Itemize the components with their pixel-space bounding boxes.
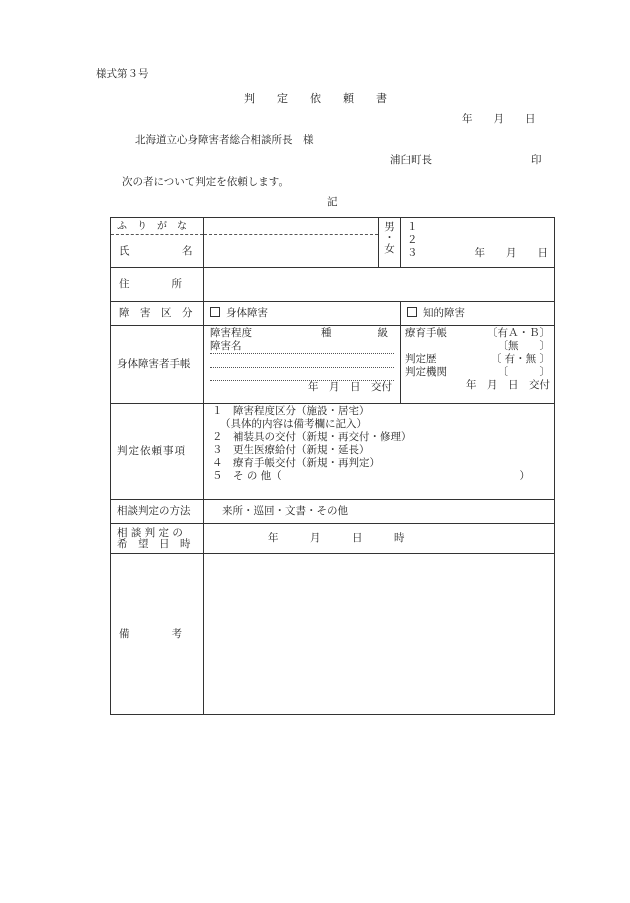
grade-label: 障害程度: [210, 327, 252, 339]
level-label: 級: [377, 327, 388, 339]
birth-date: 年 月 日: [474, 247, 548, 259]
age-option-3[interactable]: ３: [407, 247, 418, 259]
request-item-1[interactable]: １ 障害程度区分（施設・居宅）: [212, 405, 370, 417]
type-label: 種: [321, 327, 332, 339]
address-field[interactable]: [204, 268, 555, 302]
form-number: 様式第３号: [96, 68, 149, 80]
sex-cell[interactable]: [379, 218, 401, 268]
ryoiku-cell[interactable]: [401, 326, 555, 404]
physical-label: 身体障害: [226, 307, 268, 319]
request-items-cell[interactable]: [204, 404, 555, 500]
request-item-3[interactable]: ３ 更生医療給付（新規・延長）: [212, 444, 370, 456]
sender: 浦臼町長: [390, 154, 432, 166]
intellectual-label: 知的障害: [423, 307, 465, 319]
request-item-5-label: ５ そ の 他（: [212, 470, 282, 482]
history-option[interactable]: 〔 有・無 〕: [490, 353, 550, 365]
method-value[interactable]: 来所・巡回・文書・その他: [222, 505, 348, 517]
sex-dot: ・: [384, 232, 395, 244]
disability-name-line[interactable]: [210, 340, 394, 354]
ki-marker: 記: [327, 196, 338, 208]
remarks-label-cell: [111, 554, 204, 715]
blank-line-1[interactable]: [210, 354, 394, 368]
age-option-1[interactable]: １: [407, 221, 418, 233]
name-label-cell: [111, 218, 204, 268]
desired-label-1: 相 談 判 定 の: [117, 526, 183, 539]
remarks-field[interactable]: [204, 554, 555, 715]
name-field[interactable]: [204, 235, 378, 267]
request-item-1-note: （具体的内容は備考欄に記入）: [220, 418, 367, 430]
category-label-cell: [111, 302, 204, 326]
name-label: 氏 名: [119, 245, 193, 257]
request-item-5-close: ）: [519, 470, 530, 482]
handbook-label-cell: [111, 326, 204, 404]
age-cell[interactable]: [401, 218, 555, 268]
request-item-4[interactable]: ４ 療育手帳交付（新規・再判定）: [212, 457, 380, 469]
category-label: 障 害 区 分: [119, 307, 193, 319]
sex-female[interactable]: 女: [384, 243, 395, 255]
address-label: 住 所: [119, 278, 182, 290]
method-label: 相談判定の方法: [117, 505, 191, 517]
disability-name-label: 障害名: [210, 340, 242, 352]
ryoiku-has[interactable]: 〔有Ａ・Ｂ〕: [487, 327, 550, 339]
request-item-2[interactable]: ２ 補装具の交付（新規・再交付・修理）: [212, 431, 412, 443]
physical-option[interactable]: [204, 302, 401, 326]
desired-label-2: 希 望 日 時: [117, 537, 191, 550]
remarks-label: 備 考: [119, 627, 182, 640]
date-line: 年 月 日: [462, 113, 536, 125]
ryoiku-issued: 年 月 日 交付: [466, 379, 550, 391]
physical-handbook-cell[interactable]: [204, 326, 401, 404]
name-field-cell[interactable]: [204, 218, 379, 268]
intro-text: 次の者について判定を依頼します。: [122, 176, 289, 188]
desired-value-cell[interactable]: [204, 524, 555, 554]
agency-label: 判定機関: [405, 366, 447, 378]
intellectual-checkbox[interactable]: [407, 307, 417, 317]
age-option-2[interactable]: ２: [407, 234, 418, 246]
document-title: 判 定 依 頼 書: [244, 92, 387, 105]
ryoiku-label: 療育手帳: [405, 327, 447, 339]
addressee: 北海道立心身障害者総合相談所長 様: [135, 134, 314, 146]
desired-label-cell: [111, 524, 204, 554]
furigana-field[interactable]: [204, 218, 378, 235]
request-label: 判定依頼事項: [117, 445, 186, 457]
blank-line-2[interactable]: [210, 368, 394, 381]
furigana-label: ふ り が な: [117, 221, 187, 232]
physical-issued: 年 月 日 交付: [308, 381, 392, 393]
handbook-label: 身体障害者手帳: [117, 358, 191, 370]
history-label: 判定歴: [405, 353, 437, 365]
ryoiku-none[interactable]: 〔無 〕: [497, 340, 550, 352]
sex-male[interactable]: 男: [384, 221, 395, 233]
request-label-cell: [111, 404, 204, 500]
seal-mark: 印: [531, 154, 542, 166]
agency-option[interactable]: 〔 〕: [497, 366, 550, 378]
request-item-5[interactable]: [212, 470, 548, 483]
desired-value[interactable]: 年 月 日 時: [268, 532, 405, 544]
method-value-cell[interactable]: [204, 500, 555, 524]
request-form-table: [110, 217, 555, 715]
method-label-cell: [111, 500, 204, 524]
address-label-cell: [111, 268, 204, 302]
physical-checkbox[interactable]: [210, 307, 220, 317]
intellectual-option[interactable]: [401, 302, 555, 326]
